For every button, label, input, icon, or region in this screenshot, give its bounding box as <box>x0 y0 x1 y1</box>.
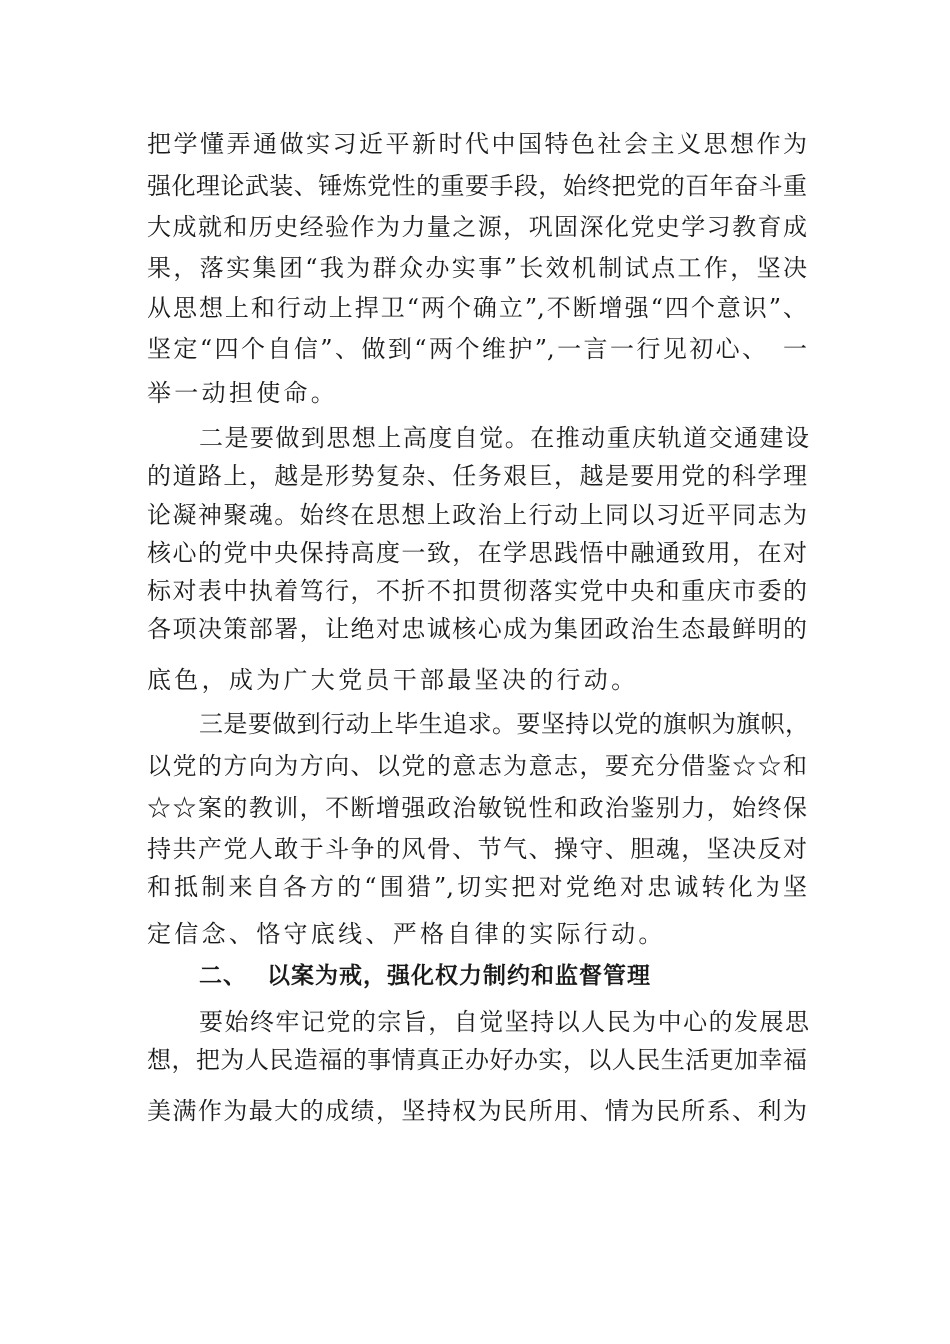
text-line: 持共产党人敢于斗争的风骨、节气、操守、胆魂，坚决反对 <box>147 835 807 863</box>
text-line: 三是要做到行动上毕生追求。要坚持以党的旗帜为旗帜， <box>199 710 809 738</box>
text-line: 把学懂弄通做实习近平新时代中国特色社会主义思想作为 <box>147 130 807 158</box>
text-line: 和抵制来自各方的“围猎”,切实把对党绝对忠诚转化为坚 <box>147 873 807 901</box>
section-heading-title: 以案为戒，强化权力制约和监督管理 <box>267 963 651 989</box>
text-line: 的道路上，越是形势复杂、任务艰巨，越是要用党的科学理 <box>147 462 807 490</box>
text-line: 核心的党中央保持高度一致，在学思践悟中融通致用，在对 <box>147 539 807 567</box>
text-line: 各项决策部署，让绝对忠诚核心成为集团政治生态最鲜明的 <box>147 615 807 643</box>
text-line: 以党的方向为方向、以党的意志为意志，要充分借鉴☆☆和 <box>147 752 807 780</box>
text-line: 定信念、恪守底线、严格自律的实际行动。 <box>147 920 666 948</box>
text-line: 果，落实集团“我为群众办实事”长效机制试点工作，坚决 <box>147 254 807 282</box>
text-line: 二是要做到思想上高度自觉。在推动重庆轨道交通建设 <box>199 424 809 452</box>
text-line: 强化理论武装、锤炼党性的重要手段，始终把党的百年奋斗重 <box>147 172 807 200</box>
text-line: 坚定“四个自信”、做到“两个维护”,一言一行见初心、 一 <box>147 335 807 363</box>
section-heading <box>199 956 651 996</box>
section-heading-number: 二、 <box>199 963 247 989</box>
text-line: 论凝神聚魂。始终在思想上政治上行动上同以习近平同志为 <box>147 501 807 529</box>
text-line: 想，把为人民造福的事情真正办好办实，以人民生活更加幸福 <box>147 1046 807 1074</box>
text-line: 要始终牢记党的宗旨，自觉坚持以人民为中心的发展思 <box>199 1008 809 1036</box>
text-line: 美满作为最大的成绩，坚持权为民所用、情为民所系、利为 <box>147 1097 807 1125</box>
text-line: ☆☆案的教训，不断增强政治敏锐性和政治鉴别力，始终保 <box>147 794 807 822</box>
text-line: 从思想上和行动上捍卫“两个确立”,不断增强“四个意识”、 <box>147 294 807 322</box>
text-line: 底色，成为广大党员干部最坚决的行动。 <box>147 666 639 694</box>
text-line: 举一动担使命。 <box>147 379 339 407</box>
text-line: 大成就和历史经验作为力量之源，巩固深化党史学习教育成 <box>147 213 807 241</box>
text-line: 标对表中执着笃行，不折不扣贯彻落实党中央和重庆市委的 <box>147 577 807 605</box>
